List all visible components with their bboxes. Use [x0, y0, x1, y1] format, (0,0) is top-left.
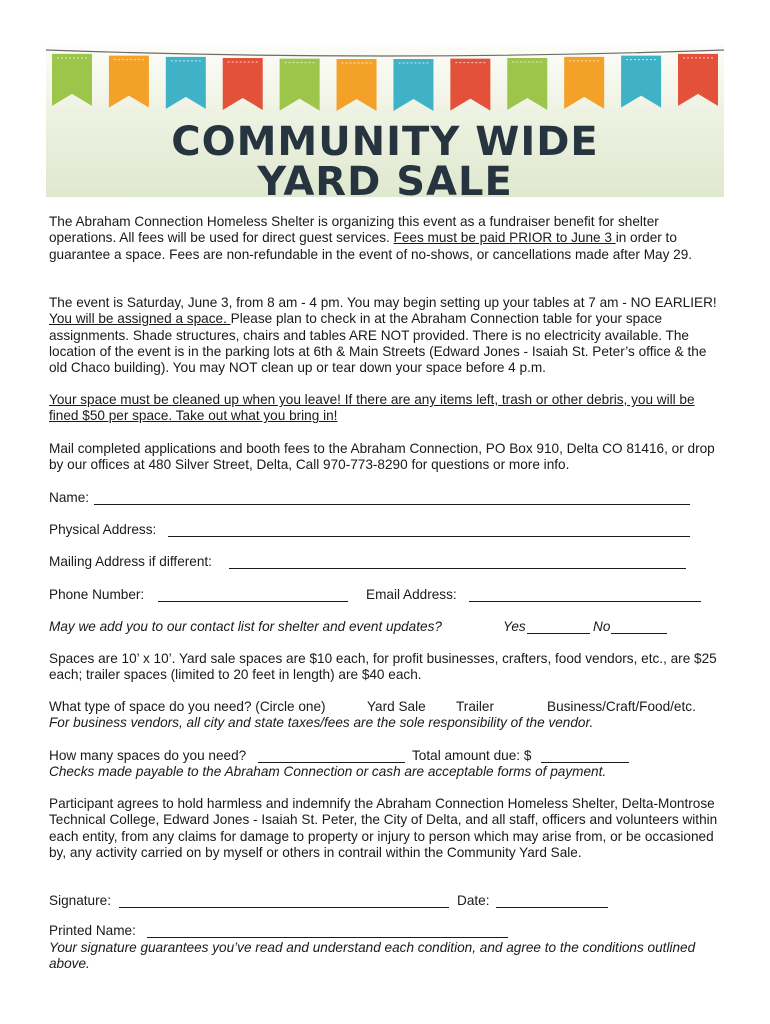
banner-title-line2: YARD SALE — [257, 159, 513, 197]
bunting-flags — [46, 44, 724, 114]
intro-text: The Abraham Connection Homeless Shelter is organizing this event as a fundraiser benefit for shelter operations. All fees will be used for direct guest services. — [49, 214, 659, 246]
bunting-flag — [507, 58, 547, 110]
physical-address-label: Physical Address: — [49, 522, 157, 537]
pricing-paragraph: Spaces are 10’ x 10’. Yard sale spaces are $10 each, for profit businesses, crafters, food vendors, etc., are $25 each; trailer spaces (limited to 20 feet in length) are $40 each. — [49, 651, 717, 683]
bunting-flag — [564, 57, 604, 109]
liability-waiver: Participant agrees to hold harmless and indemnify the Abraham Connection Homeless Shelter, Delta-Montrose Technical College, Edward Jones - Isaiah St. Peter, the City of Delta, and all staff, officers and volunteers within each entity, from any claims for damage to property or injury to person which may arise from, or be occasioned by, any activity carried on by myself or others in contrail within the Community Yard Sale. — [49, 796, 718, 860]
printed-name-field[interactable] — [147, 937, 508, 938]
yes-field[interactable] — [527, 633, 590, 634]
intro-text-cont: in order to guarantee a space. Fees are non-refundable in the event of no-shows, or cancellations made after May 29. — [49, 230, 693, 262]
event-details-paragraph — [49, 295, 725, 376]
bunting-flag — [450, 59, 490, 111]
bunting-string — [46, 50, 724, 56]
fee-deadline-text: Fees must be paid PRIOR to June 3 — [393, 230, 616, 246]
mailing-address-label: Mailing Address if different: — [49, 554, 212, 569]
bunting-flag — [109, 56, 149, 108]
bunting-flag — [52, 54, 92, 106]
cleanup-warning: Your space must be cleaned up when you leave! If there are any items left, trash or other debris, you will be fined $50 per space. Take out what you bring in! — [49, 392, 695, 424]
printed-name-label: Printed Name: — [49, 923, 136, 938]
signature-field[interactable] — [119, 907, 449, 908]
signature-note: Your signature guarantees you’ve read and understand each condition, and agree to the conditions outlined above. — [49, 940, 696, 972]
contact-list-question: May we add you to our contact list for shelter and event updates? — [49, 619, 442, 634]
email-field[interactable] — [469, 601, 701, 602]
bunting-flag — [337, 59, 377, 111]
event-banner — [46, 44, 724, 197]
space-option-yard-sale[interactable]: Yard Sale — [367, 699, 426, 714]
intro-paragraph — [49, 214, 725, 263]
total-due-label: Total amount due: $ — [412, 748, 532, 763]
bunting-flag — [280, 59, 320, 111]
space-option-trailer[interactable]: Trailer — [456, 699, 495, 714]
email-label: Email Address: — [366, 587, 457, 602]
spaces-count-field[interactable] — [258, 762, 405, 763]
phone-label: Phone Number: — [49, 587, 145, 602]
banner-title-line1: COMMUNITY WIDE — [171, 119, 599, 165]
space-type-question: What type of space do you need? (Circle one) — [49, 699, 326, 714]
event-details-cont: Please plan to check in at the Abraham Connection table for your space assignments. Shade structures, chairs and tables ARE NOT provided. There is no electricity available. The location of the event is in the parking lots at 6th & Main Streets (Edward Jones - Isaiah St. Peter’s office & the old Chaco building). You may NOT clean up or tear down your space before 4 p.m. — [49, 311, 707, 376]
date-field[interactable] — [496, 907, 608, 908]
physical-address-field[interactable] — [168, 536, 690, 537]
mailing-address-field[interactable] — [229, 568, 686, 569]
space-assigned-text: You will be assigned a space. — [49, 311, 231, 327]
name-label: Name: — [49, 490, 90, 505]
bunting-flag — [678, 54, 718, 106]
phone-field[interactable] — [158, 601, 348, 602]
mailing-instructions: Mail completed applications and booth fees to the Abraham Connection, PO Box 910, Delta CO 81416, or drop by our offices at 480 Silver Street, Delta, Call 970-773-8290 for questions or more info. — [49, 441, 715, 473]
bunting-flag — [223, 58, 263, 110]
space-option-business[interactable]: Business/Craft/Food/etc. — [547, 699, 696, 714]
date-label: Date: — [457, 893, 490, 908]
yes-label: Yes — [503, 619, 526, 634]
payment-note: Checks made payable to the Abraham Connection or cash are acceptable forms of payment. — [49, 764, 607, 779]
bunting-flag — [621, 56, 661, 108]
vendor-tax-note: For business vendors, all city and state taxes/fees are the sole responsibility of the vendor. — [49, 715, 594, 730]
bunting-flag — [166, 57, 206, 109]
no-field[interactable] — [611, 633, 667, 634]
signature-label: Signature: — [49, 893, 111, 908]
spaces-count-label: How many spaces do you need? — [49, 748, 247, 763]
event-details-text: The event is Saturday, June 3, from 8 am - 4 pm. You may begin setting up your tables at 7 am - NO EARLIER! — [49, 295, 717, 310]
total-due-field[interactable] — [541, 762, 629, 763]
no-label: No — [593, 619, 611, 634]
bunting-flag — [393, 59, 433, 111]
name-field[interactable] — [94, 504, 690, 505]
